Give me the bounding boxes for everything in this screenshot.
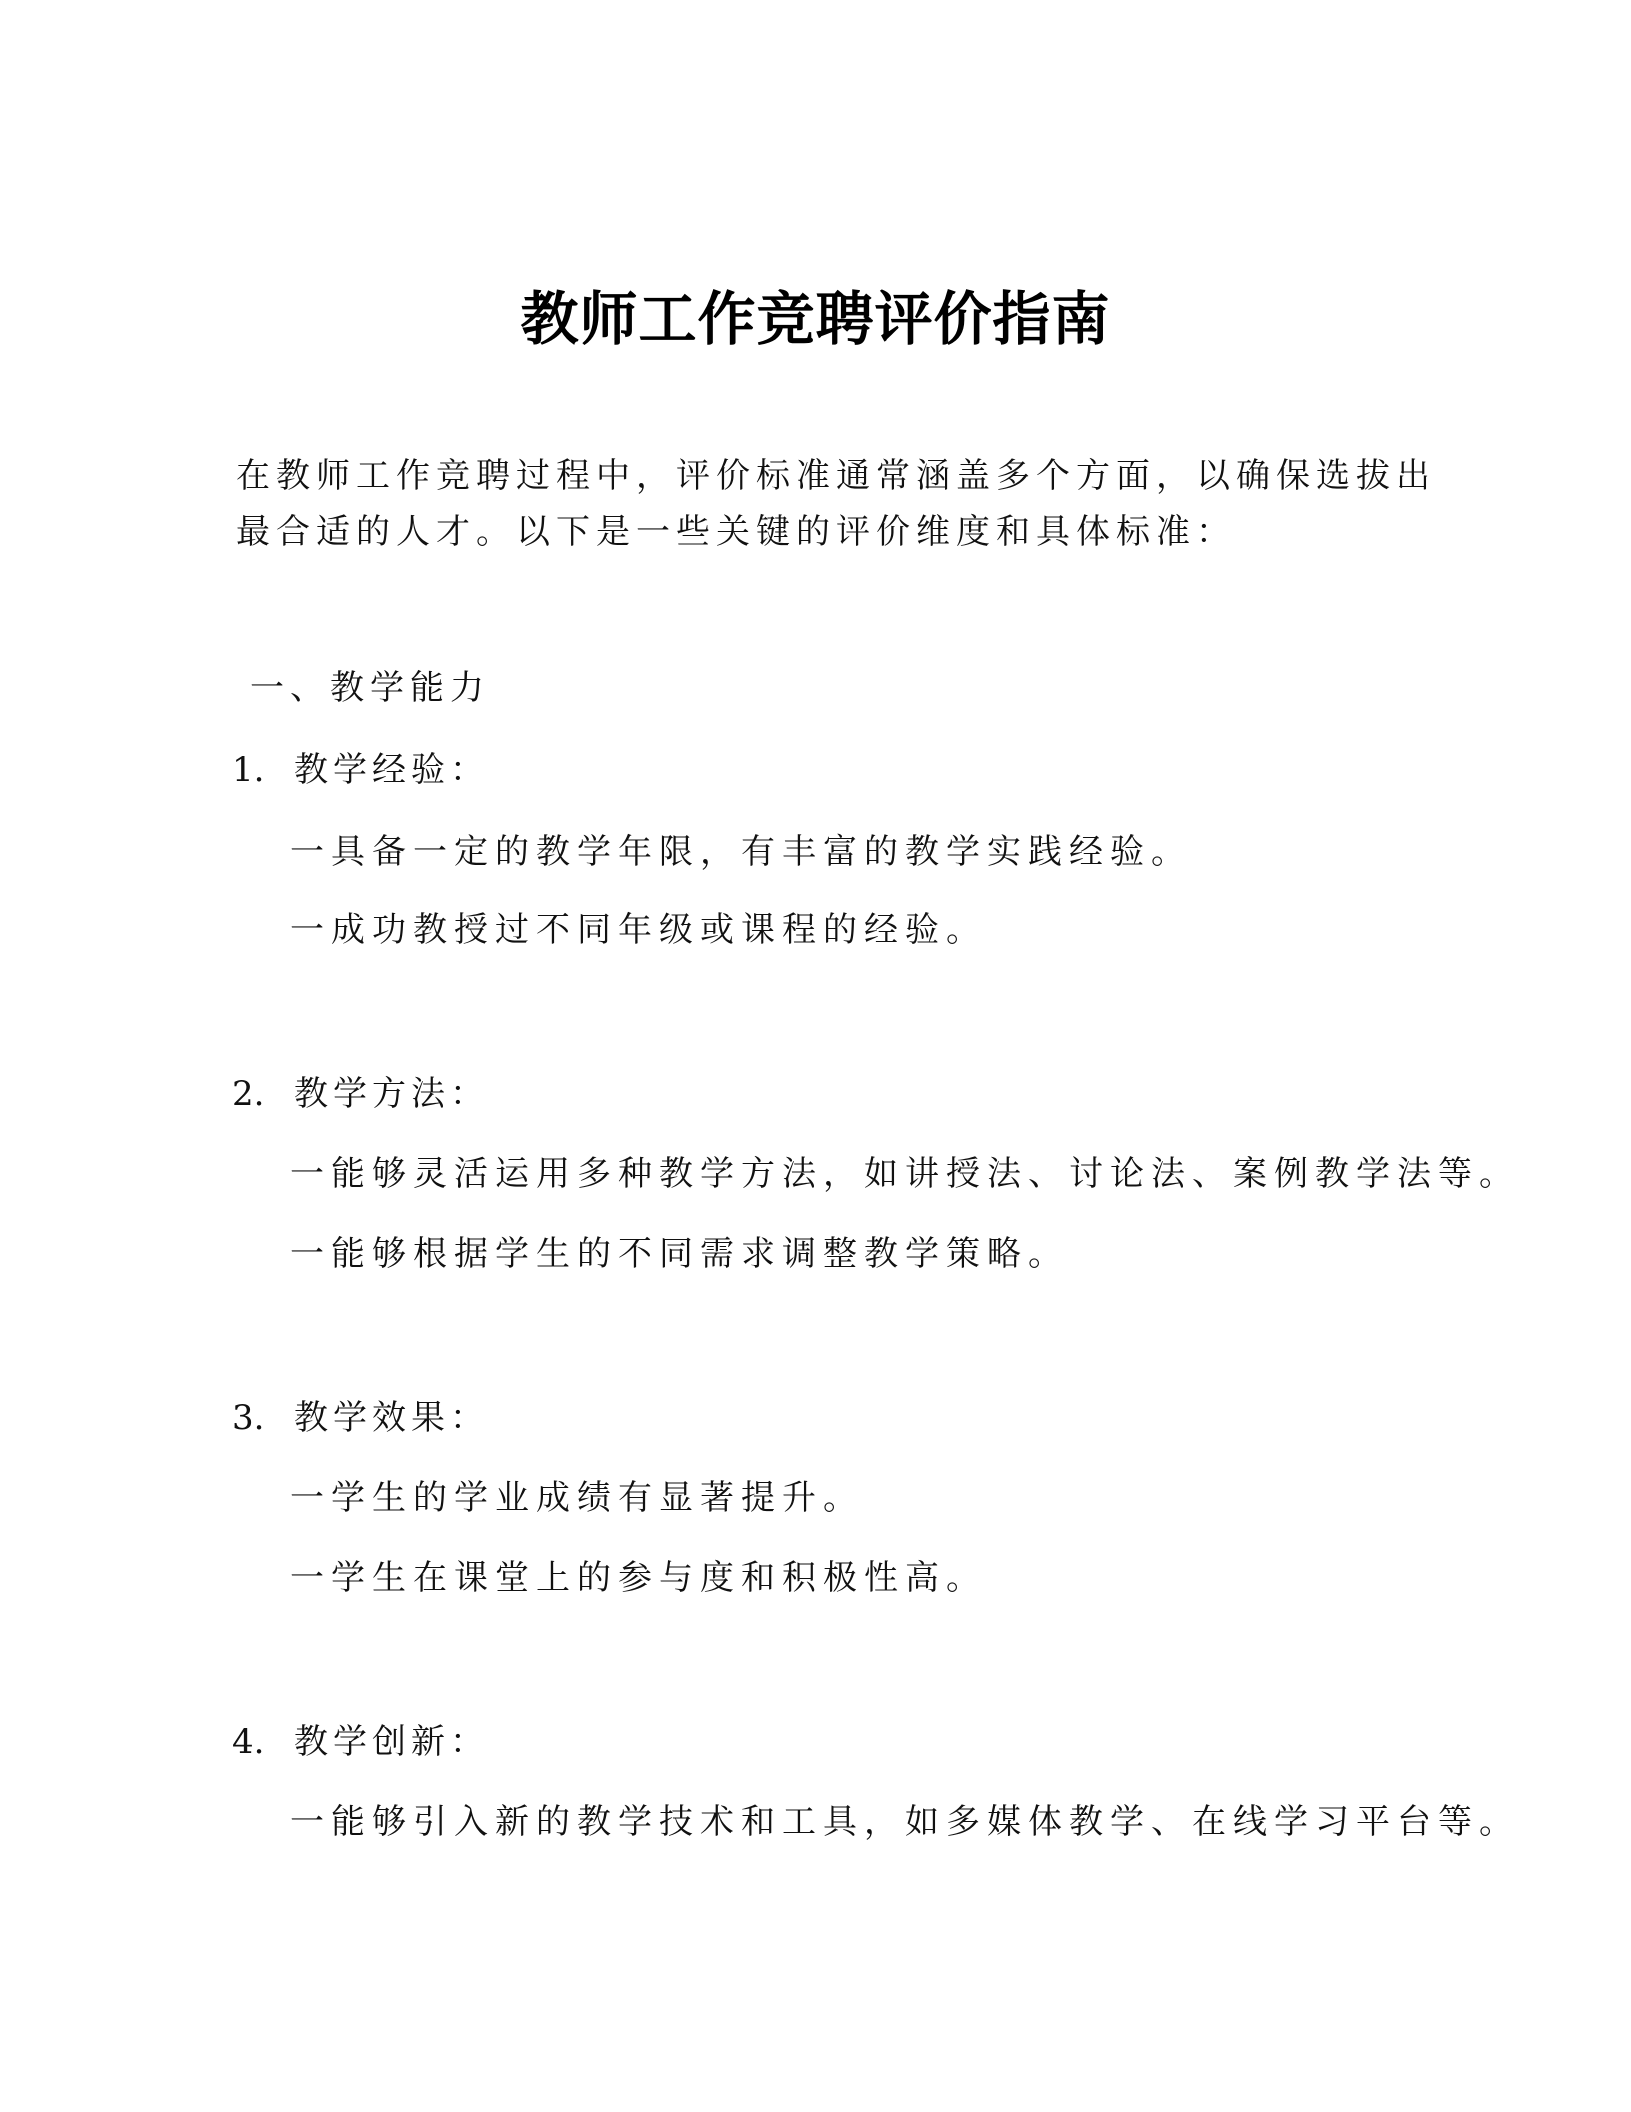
intro-paragraph: [236, 448, 1436, 560]
bullet-item: 一能够引入新的教学技术和工具，如多媒体教学、在线学习平台等。: [290, 1802, 1520, 1842]
item-label: 教学效果：: [294, 1398, 489, 1438]
item-number: 2.: [232, 1074, 265, 1114]
bullet-item: 一具备一定的教学年限，有丰富的教学实践经验。: [290, 832, 1192, 872]
list-item-heading: [232, 1390, 489, 1439]
item-number: 1.: [232, 750, 265, 790]
bullet-item: 一学生在课堂上的参与度和积极性高。: [290, 1558, 987, 1598]
document-title: 教师工作竞聘评价指南: [520, 285, 1111, 353]
item-number: 3.: [232, 1398, 265, 1438]
item-label: 教学方法：: [294, 1074, 489, 1114]
intro-line: 最合适的人才。以下是一些关键的评价维度和具体标准：: [236, 512, 1236, 552]
list-item-heading: [232, 742, 489, 791]
item-number: 4.: [232, 1722, 265, 1762]
bullet-item: 一能够根据学生的不同需求调整教学策略。: [290, 1234, 1069, 1274]
section-heading: 一、教学能力: [250, 668, 490, 708]
item-label: 教学经验：: [294, 750, 489, 790]
bullet-item: 一成功教授过不同年级或课程的经验。: [290, 910, 987, 950]
intro-line: 在教师工作竞聘过程中，评价标准通常涵盖多个方面，以确保选拔出: [236, 456, 1436, 496]
list-item-heading: [232, 1066, 489, 1115]
bullet-item: 一能够灵活运用多种教学方法，如讲授法、讨论法、案例教学法等。: [290, 1154, 1520, 1194]
item-label: 教学创新：: [294, 1722, 489, 1762]
list-item-heading: [232, 1714, 489, 1763]
bullet-item: 一学生的学业成绩有显著提升。: [290, 1478, 864, 1518]
